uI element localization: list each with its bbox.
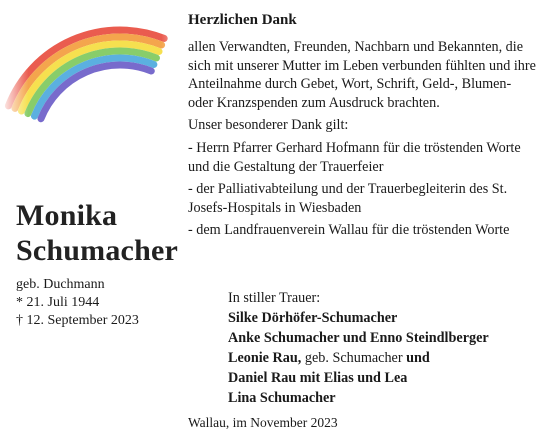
thanks-heading: Herzlichen Dank	[188, 12, 297, 28]
life-dates	[16, 276, 186, 330]
deceased-first-name: Monika	[16, 199, 118, 232]
birth-date: * 21. Juli 1944	[16, 295, 100, 310]
deceased-last-name: Schumacher	[16, 234, 178, 267]
death-date: † 12. September 2023	[16, 313, 139, 328]
mourner-name: Leonie Rau,	[228, 350, 302, 366]
special-thanks-label: Unser besonderer Dank gilt:	[188, 117, 349, 134]
thanks-item: - der Palliativabteilung und der Trauerbegleiterin des St. Josefs-Hospitals in Wiesbaden	[188, 181, 508, 216]
mourner-birth-note: geb. Schumacher	[301, 350, 407, 366]
mourners-block	[228, 288, 544, 408]
deceased-block	[16, 198, 186, 330]
mourner-line: Silke Dörhöfer-Schumacher	[228, 310, 398, 326]
thanks-item: - dem Landfrauenverein Wallau für die tröstenden Worte	[188, 222, 510, 239]
thanks-intro: allen Verwandten, Freunden, Nachbarn und Bekannten, die sich mit unserer Mutter im Leben verbunden fühlten und ihre Anteilnahme durch Gebet, Wort, Schrift, Geld-, Blumen- oder Kranzspenden zum Ausdruck brachten.	[188, 39, 536, 111]
rainbow-image	[0, 0, 190, 130]
mourners-label: In stiller Trauer:	[228, 290, 321, 306]
mourner-line: Anke Schumacher und Enno Steindlberger	[228, 330, 489, 346]
mourner-and: und	[406, 350, 430, 366]
thanks-item: - Herrn Pfarrer Gerhard Hofmann für die tröstenden Worte und die Gestaltung der Trauerfeier	[188, 139, 521, 175]
place-date: Wallau, im November 2023	[188, 415, 338, 430]
mourner-line: Lina Schumacher	[228, 390, 336, 406]
mourner-line	[228, 348, 544, 368]
thanks-section	[188, 10, 538, 244]
mourner-line: Daniel Rau mit Elias und Lea	[228, 370, 408, 386]
birth-name: geb. Duchmann	[16, 277, 105, 292]
